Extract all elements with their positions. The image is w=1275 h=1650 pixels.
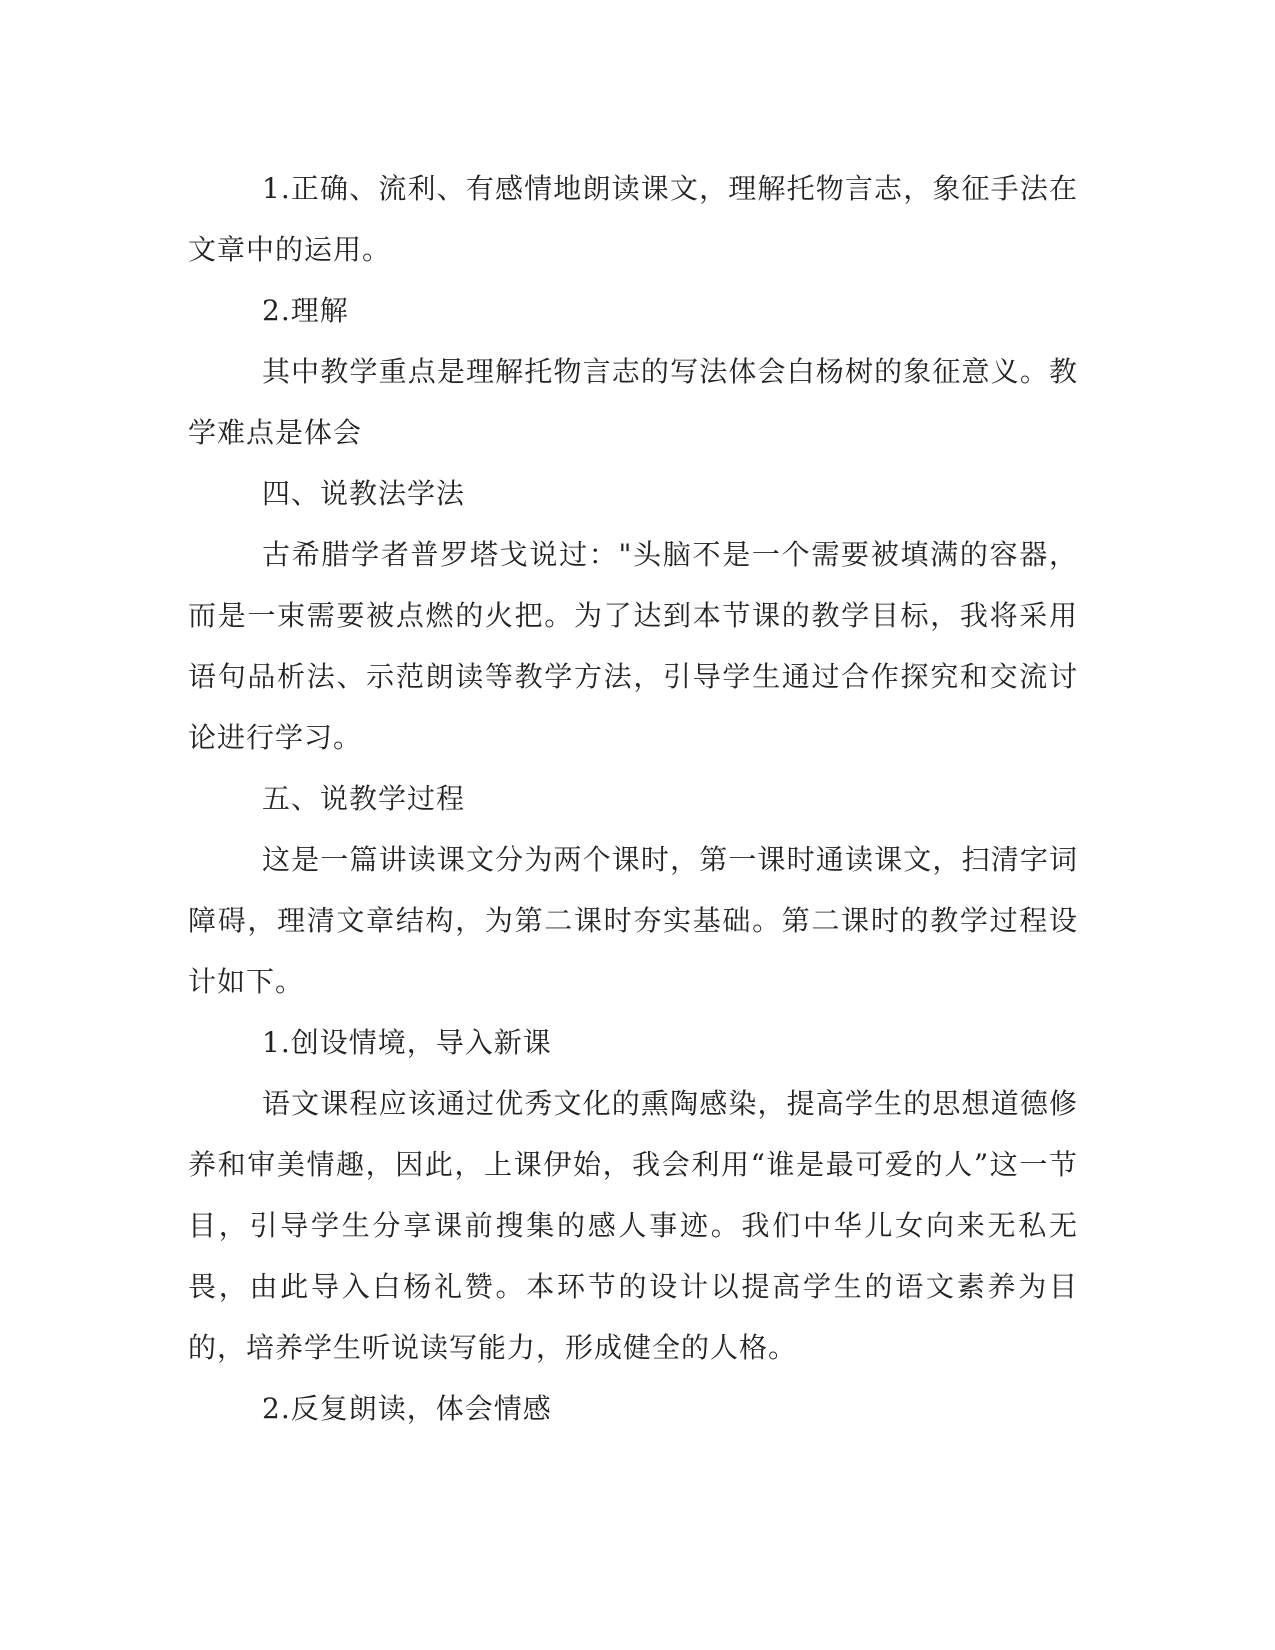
teaching-process-paragraph: 这是一篇讲读课文分为两个课时，第一课时通读课文，扫清字词障碍，理清文章结构，为第二课时夯实基础。第二课时的教学过程设计如下。 (188, 843, 1078, 998)
section-heading-teaching-methods: 四、说教法学法 (262, 477, 466, 510)
objective-1-paragraph: 1.正确、流利、有感情地朗读课文，理解托物言志，象征手法在文章中的运用。 (188, 172, 1078, 266)
step-1-paragraph: 语文课程应该通过优秀文化的熏陶感染，提高学生的思想道德修养和审美情趣，因此，上课伊始，我会利用“谁是最可爱的人”这一节目，引导学生分享课前搜集的感人事迹。我们中华儿女向来无私无畏，由此导入白杨礼赞。本环节的设计以提高学生的语文素养为目的，培养学生听说读写能力，形成健全的人格。 (188, 1087, 1078, 1364)
step-1-heading: 1.创设情境，导入新课 (262, 1026, 552, 1059)
objective-2-paragraph: 2.理解 (262, 294, 349, 327)
teaching-methods-paragraph: 古希腊学者普罗塔戈说过："头脑不是一个需要被填满的容器，而是一束需要被点燃的火把。为了达到本节课的教学目标，我将采用语句品析法、示范朗读等教学方法，引导学生通过合作探究和交流讨论进行学习。 (188, 538, 1078, 754)
step-2-heading: 2.反复朗读，体会情感 (262, 1392, 552, 1425)
document-body (188, 158, 1078, 1439)
key-points-paragraph: 其中教学重点是理解托物言志的写法体会白杨树的象征意义。教学难点是体会 (188, 355, 1078, 449)
section-heading-teaching-process: 五、说教学过程 (262, 782, 466, 815)
